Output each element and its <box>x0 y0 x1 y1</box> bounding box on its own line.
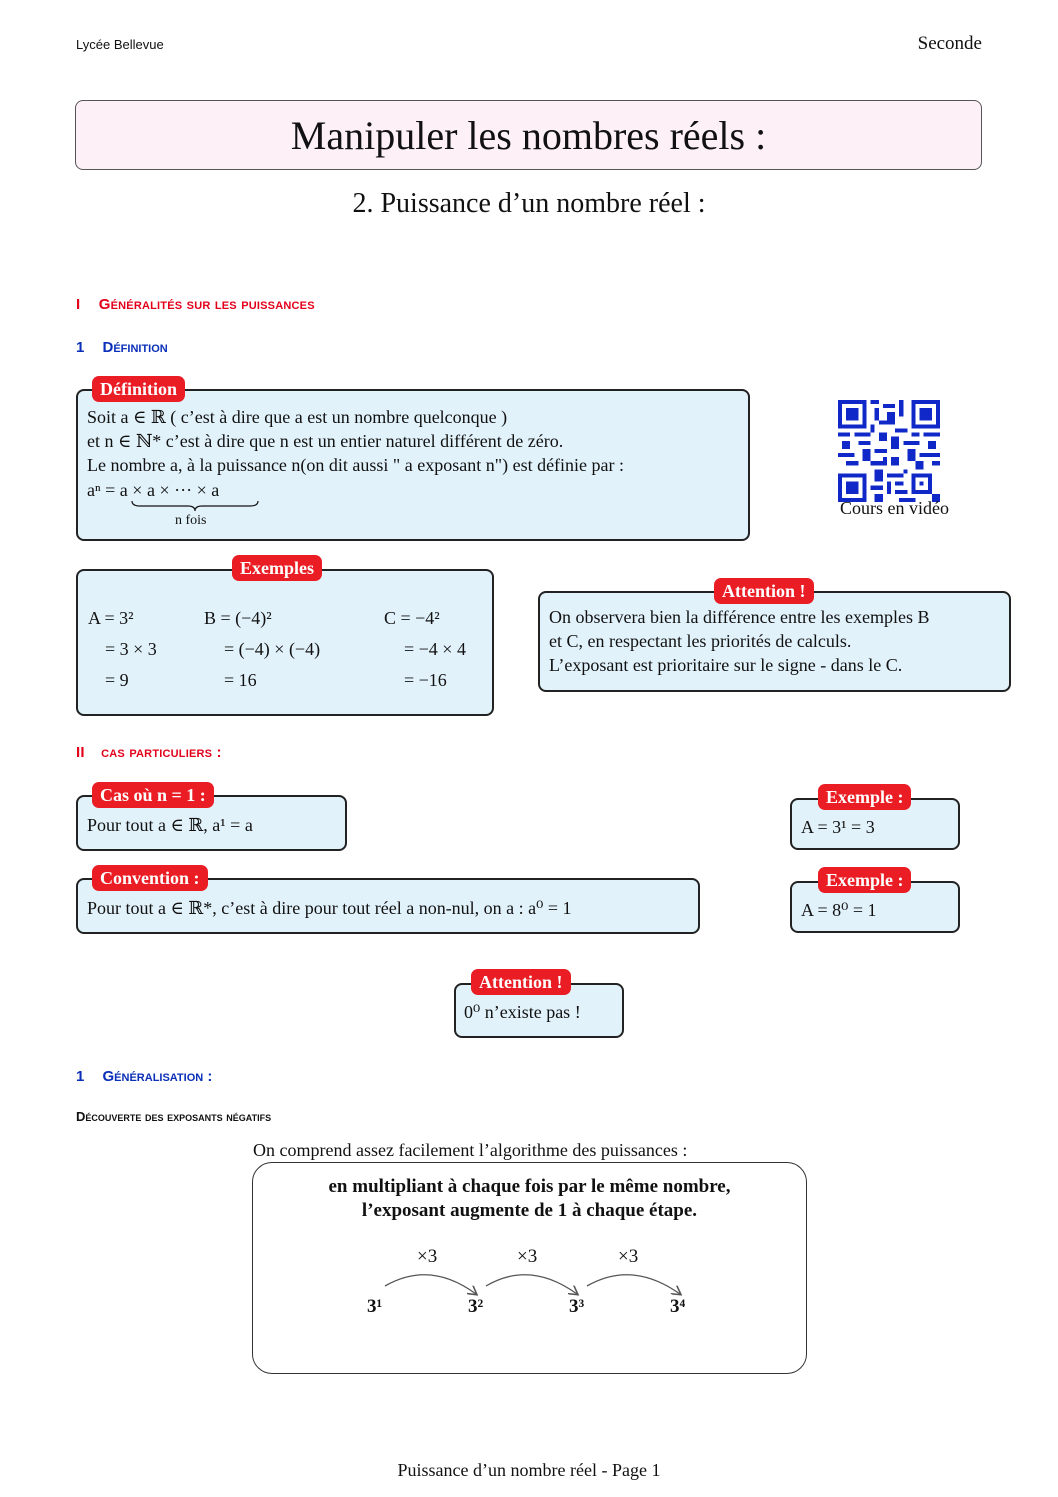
examples-grid <box>88 608 488 701</box>
page-title-box <box>75 100 982 170</box>
header-school: Lycée Bellevue <box>76 37 164 52</box>
definition-tag: Définition <box>92 376 185 402</box>
generalisation-line-2: l’exposant augmente de 1 à chaque étape. <box>361 1200 698 1221</box>
arrows-diagram <box>370 1268 700 1308</box>
arrow-icon <box>385 1275 476 1294</box>
example-a-line: = 9 <box>105 670 129 690</box>
convention-tag: Convention : <box>92 865 208 891</box>
power-label: 3³ <box>569 1296 585 1317</box>
case-n1-tag: Cas où n = 1 : <box>92 782 214 808</box>
power-label: 3¹ <box>367 1296 383 1317</box>
definition-line-1: Soit a ∈ ℝ ( c’est à dire que a est un nombre quelconque ) <box>87 407 508 427</box>
examples-row <box>88 639 488 670</box>
example-c-line: = −16 <box>404 670 447 690</box>
subsection-number: 1 <box>76 1068 85 1085</box>
subsection-heading-generalisation <box>76 1068 212 1085</box>
examples-row <box>88 608 488 639</box>
attention-zero-text: 0⁰ n’existe pas ! <box>464 1002 581 1022</box>
section-heading-2 <box>76 744 222 761</box>
page-footer: Puissance d’un nombre réel - Page 1 <box>397 1460 661 1480</box>
qr-caption: Cours en vidéo <box>840 498 949 518</box>
intro-text: On comprend assez facilement l’algorithme des puissances : <box>253 1140 688 1160</box>
subsection-label: Définition <box>102 339 168 356</box>
brace-label: n fois <box>175 513 207 528</box>
multiplier-label: ×3 <box>618 1246 639 1267</box>
arrow-icon <box>486 1275 577 1294</box>
examples-tag: Exemples <box>232 555 322 581</box>
section-label: Généralités sur les puissances <box>98 296 315 313</box>
example2-text: A = 8⁰ = 1 <box>801 900 877 920</box>
example-b-line: = 16 <box>224 670 257 690</box>
section-heading-1 <box>76 296 315 313</box>
section-label: cas particuliers : <box>101 744 222 761</box>
example-a-line: = 3 × 3 <box>105 639 157 659</box>
subsection-label: Généralisation : <box>102 1068 213 1085</box>
power-label: 3⁴ <box>670 1296 686 1317</box>
section-number: II <box>76 744 85 761</box>
example-b-line: = (−4) × (−4) <box>224 639 321 659</box>
example-c-line: = −4 × 4 <box>404 639 466 659</box>
page-subtitle: 2. Puissance d’un nombre réel : <box>352 188 706 219</box>
case-n1-text: Pour tout a ∈ ℝ, a¹ = a <box>87 815 253 835</box>
definition-box <box>76 389 750 541</box>
convention-text: Pour tout a ∈ ℝ*, c’est à dire pour tout réel a non-nul, on a : a⁰ = 1 <box>87 898 572 918</box>
subsection-heading-definition <box>76 339 168 356</box>
example-c-line: C = −4² <box>384 608 440 628</box>
attention-line-1: On observera bien la différence entre les exemples B <box>549 607 930 627</box>
generalisation-line-1: en multipliant à chaque fois par le même nombre, <box>328 1176 731 1197</box>
attention-box-priority <box>538 591 1011 692</box>
arrow-icon <box>587 1275 680 1294</box>
example1-tag: Exemple : <box>818 784 911 810</box>
multiplier-label: ×3 <box>417 1246 438 1267</box>
example-b-line: B = (−4)² <box>204 608 272 628</box>
definition-line-2: et n ∈ ℕ* c’est à dire que n est un entier naturel différent de zéro. <box>87 431 564 451</box>
example2-tag: Exemple : <box>818 867 911 893</box>
attention-line-3: L’exposant est prioritaire sur le signe - dans le C. <box>549 655 903 675</box>
page-title: Manipuler les nombres réels : <box>290 112 767 158</box>
section-number: I <box>76 296 81 313</box>
attention-line-2: et C, en respectant les priorités de calculs. <box>549 631 852 651</box>
multiplier-label: ×3 <box>517 1246 538 1267</box>
subsubsection-heading: Découverte des exposants négatifs <box>76 1109 272 1124</box>
qr-code-icon[interactable] <box>838 400 940 502</box>
attention-tag: Attention ! <box>714 578 814 604</box>
definition-line-3: Le nombre a, à la puissance n(on dit aussi " a exposant n") est définie par : <box>87 455 625 475</box>
example1-text: A = 3¹ = 3 <box>801 817 875 837</box>
example-a-line: A = 3² <box>88 608 134 628</box>
header-class: Seconde <box>917 33 982 54</box>
examples-row <box>88 670 488 701</box>
subsection-number: 1 <box>76 339 85 356</box>
power-label: 3² <box>468 1296 484 1317</box>
attention-tag: Attention ! <box>471 969 571 995</box>
definition-formula: aⁿ = a × a × ··· × a <box>87 480 220 500</box>
